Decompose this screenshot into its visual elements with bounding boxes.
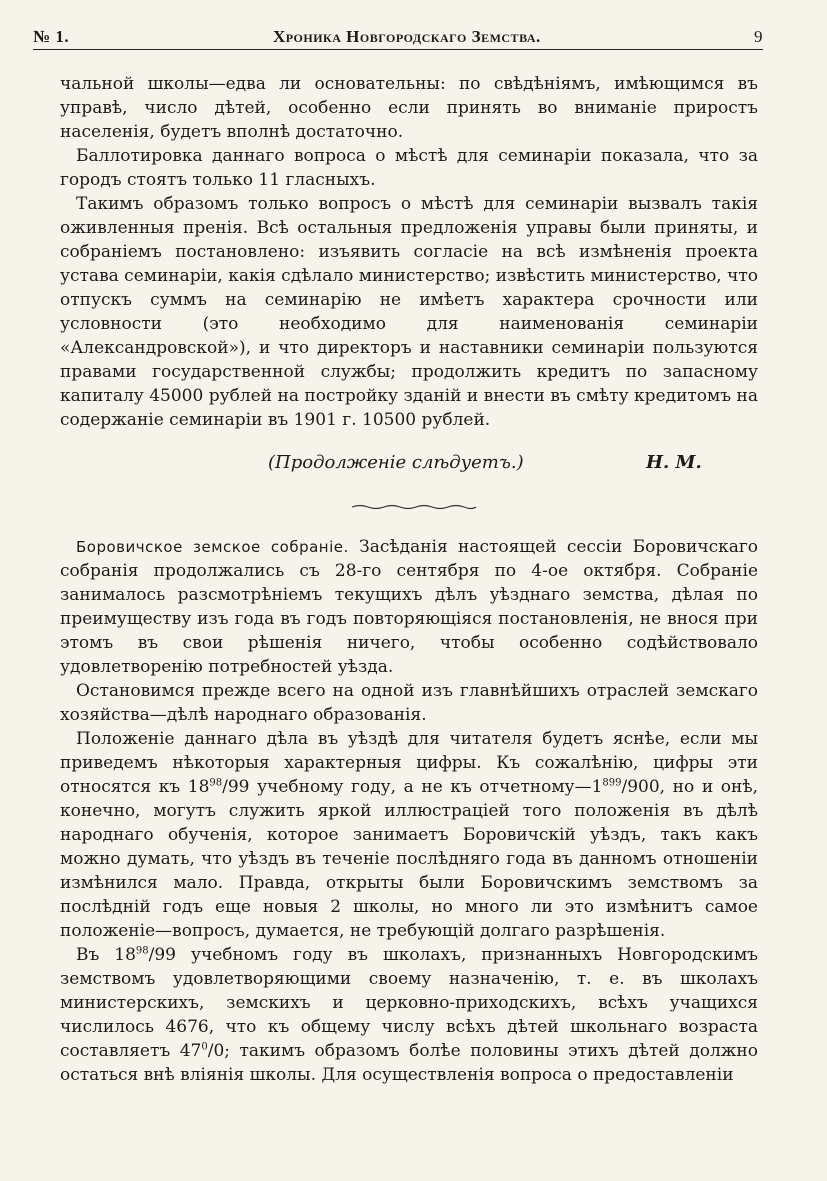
paragraph: Такимъ образомъ только вопросъ о мѣстѣ для семинаріи вызвалъ такія оживленныя пренія. Всѣ остальныя предложенія управы были приняты, и собраніемъ постановлено: изъявить согласіе на всѣ измѣненія проекта устава семинаріи, какія сдѣлало министерство; извѣстить министерство, что отпускъ суммъ на семинарію не имѣетъ характера срочности или условности (это необходимо для наименованія семинаріи «Александровской»), и что директоръ и наставники семинаріи пользуются правами государственной службы; продолжить кредитъ по запасному капиталу 45000 рублей на постройку зданій и внести въ смѣту кредитомъ на содержаніе семинаріи въ 1901 г. 10500 рублей.: [60, 194, 758, 430]
paragraph: Баллотировка даннаго вопроса о мѣстѣ для семинаріи показала, что за городъ стоятъ только 11 гласныхъ.: [60, 146, 758, 190]
header-rule: [33, 49, 763, 50]
paragraph: чальной школы—едва ли основательны: по свѣдѣніямъ, имѣющимся въ управѣ, число дѣтей, особенно если принять во вниманіе приростъ населенія, будетъ вполнѣ достаточно.: [60, 74, 758, 142]
article-borovichi: [60, 535, 758, 1087]
author-initials: Н. М.: [646, 452, 702, 473]
section-divider: [350, 504, 478, 510]
paragraph: Въ $18^{98}/99$ учебномъ году въ школахъ, признанныхъ Новгородскимъ земствомъ удовлетворяющими своему назначенію, т. е. въ школахъ министерскихъ, земскихъ и церковно-приходскихъ, всѣхъ учащихся числилось 4676, что къ общему числу всѣхъ дѣтей школьнаго возраста составляетъ $47^0/0$; такимъ образомъ болѣе половины этихъ дѣтей должно остаться внѣ вліянія школы. Для осуществленія вопроса о предоставленіи: [60, 945, 758, 1085]
paragraph: Положеніе даннаго дѣла въ уѣздѣ для читателя будетъ яснѣе, если мы приведемъ нѣкоторыя характерныя цифры. Къ сожалѣнію, цифры эти относятся къ $18^{98}/99$ учебному году, а не къ $отчетному—1^{899}/900$, но и онѣ, конечно, могутъ служить яркой иллюстраціей того положенія въ дѣлѣ народнаго обученія, которое занимаетъ Боровичскій уѣздъ, такъ какъ можно думать, что уѣздъ въ теченіе послѣдняго года въ данномъ отношеніи измѣнился мало. Правда, открыты были Боровичскимъ земствомъ за послѣдній годъ еще новыя 2 школы, но много ли это измѣнитъ самое положеніе—вопросъ, думается, не требующій долгаго разрѣшенія.: [60, 729, 758, 941]
section-heading: Боровичское земское собраніе.: [76, 538, 349, 556]
paragraph: Боровичское земское собраніе. Засѣданія настоящей сессіи Боровичскаго собранія продолжались съ 28-го сентября по 4-ое октября. Собраніе занималось разсмотрѣніемъ текущихъ дѣлъ уѣзднаго земства, дѣлая по преимуществу изъ года въ годъ повторяющіяся постановленія, не внося при этомъ въ свои рѣшенія ничего, чтобы особенно содѣйствовало удовлетворенію потребностей уѣзда.: [60, 537, 758, 677]
journal-title: Хроника Новгородскаго Земства.: [273, 27, 541, 46]
issue-number: № 1.: [33, 27, 70, 46]
continued-note: (Продолженіе слѣдуетъ.): [268, 452, 524, 473]
page-number: 9: [754, 27, 763, 46]
running-header: [33, 27, 763, 49]
signature-line: [60, 452, 758, 478]
article-continuation: [60, 72, 758, 432]
paragraph: Остановимся прежде всего на одной изъ главнѣйшихъ отраслей земскаго хозяйства—дѣлѣ народнаго образованія.: [60, 681, 758, 725]
